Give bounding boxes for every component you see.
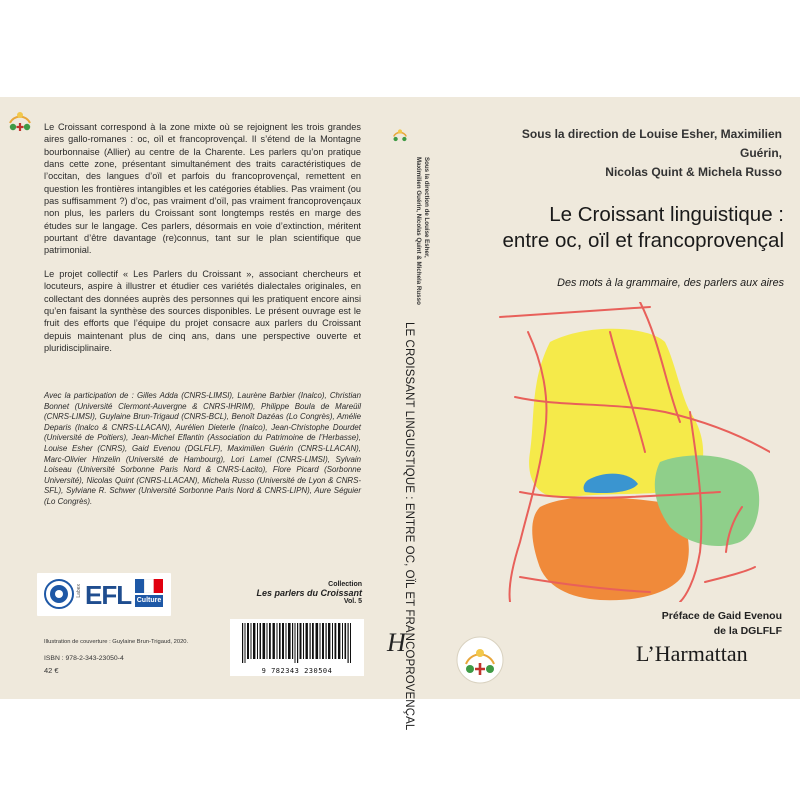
spine-authors bbox=[396, 157, 432, 307]
isbn-barcode bbox=[230, 619, 364, 676]
spine-title-text: LE CROISSANT LINGUISTIQUE : ENTRE OC, OÏL ET FRANCOPROVENÇAL bbox=[403, 322, 415, 731]
preface-line-2: de la DGLFLF bbox=[713, 625, 782, 637]
collection-label: Collection bbox=[328, 581, 362, 588]
labex-label: Labex bbox=[76, 584, 82, 598]
back-summary-paragraph-1: Le Croissant correspond à la zone mixte où se rejoignent les trois grandes aires gallo-romanes : oc, oïl et francoprovençal. Il s’étend de la Montagne bourbonnaise (Allier) au centre de la Charente. Les parlers qu’on pratique dans cette zone, présentant simultanément des traits caractéristiques de l’occitan, des langues d’oïl et parfois du francoprovençal, remettent en question les frontières intangibles et les catégories établies. Pas vraiment (ou pas suffisamment ?) d’oc, pas vraiment d’oïl, pas vraiment francoprovençaux non plus, les parlers du Croissant sont longtemps restés en marge des études sur le langage. Ces parlers, désormais en voie d’extinction, méritent pourtant d’être davantage (re)connus, tant sur le plan scientifique que patrimonial. bbox=[44, 122, 361, 256]
isbn-text: ISBN : 978-2-343-23050-4 bbox=[44, 655, 124, 662]
anr-logo-icon bbox=[43, 578, 75, 610]
barcode-bars-icon bbox=[230, 619, 364, 665]
efl-logo: EFL bbox=[85, 580, 132, 610]
parlers-du-croissant-badge-icon bbox=[456, 636, 504, 684]
contributors-paragraph: Avec la participation de : Gilles Adda (CNRS-LIMSI), Laurène Barbier (Inalco), Christian Bonnet (Université Clermont-Auvergne & CNRS-IHRIM), Philippe Boula de Mareüil (CNRS-LIMSI), Guylaine Brun-Trigaud (CNRS-BCL), Benoît Dazéas (Lo Congrès), Amélie Deparis (Inalco & CNRS-LLACAN), Aurélien Dieterle (Inalco), Jean-Christophe Dourdet (Université de Poitiers), Jean-Michel Eflantin (Association du Patrimoine de l’Herbasse), Louise Esher (CNRS), Gaid Evenou (DGLFLF), Maximilien Guérin (CNRS-LLACAN), Marc-Olivier Hinzelin (Université de Hambourg), Lori Lamel (CNRS-LIMSI), Sylvain Loiseau (Université Sorbonne Paris Nord & CNRS-Lacito), Flore Picard (Sorbonne Université), Nicolas Quint (CNRS-LLACAN), Michela Russo (Université de Lyon & CNRS-SFL), Sylviane R. Schwer (Université Sorbonne Paris Nord & CNRS-LIPN), Aure Séguier (Lo Congrès). bbox=[44, 391, 361, 506]
preface-line-1: Préface de Gaid Evenou bbox=[661, 610, 782, 622]
front-authors-line-1: Sous la direction de Louise Esher, Maximilien Guérin, bbox=[521, 127, 782, 160]
spine-croissant-logo bbox=[390, 124, 410, 144]
front-authors bbox=[500, 125, 782, 182]
price-text: 42 € bbox=[44, 666, 59, 675]
book-subtitle: Des mots à la grammaire, des parlers aux aires bbox=[557, 277, 784, 289]
spine-authors-text: Sous la direction de Louise Esher, Maximilien Guérin, Nicolas Quint & Michela Russo bbox=[415, 157, 430, 305]
preface-credit bbox=[590, 609, 782, 639]
collection-name: Les parlers du Croissant bbox=[256, 588, 362, 598]
croissant-map-illustration bbox=[490, 302, 770, 602]
spine-title bbox=[398, 322, 416, 731]
book-title bbox=[470, 202, 784, 254]
publisher-logo: L’Harmattan bbox=[636, 641, 748, 666]
collection-info bbox=[230, 581, 362, 605]
back-summary-paragraph-2: Le projet collectif « Les Parlers du Croissant », associant chercheurs et locuteurs, aspire à illustrer et étudier ces variétés dialectales originales, en collectant des données auprès des personnes qui les pratiquent encore ainsi qu’en faisant la synthèse des sources disponibles. Le présent ouvrage est le fruit des efforts que l’équipe du projet consacre aux parlers du Croissant depuis maintenant plus de cinq ans, dans une perspective ouverte et pluridisciplinaire. bbox=[44, 269, 361, 354]
barcode-number: 9 782343 230504 bbox=[261, 667, 333, 675]
collection-volume: Vol. 5 bbox=[343, 598, 362, 605]
book-title-line-1: Le Croissant linguistique : bbox=[549, 203, 784, 226]
ministere-culture-logo: Culture bbox=[135, 595, 163, 607]
parlers-du-croissant-logo bbox=[4, 103, 36, 135]
front-authors-line-2: Nicolas Quint & Michela Russo bbox=[605, 165, 782, 179]
illustration-credit: Illustration de couverture : Guylaine Brun-Trigaud, 2020. bbox=[44, 639, 189, 645]
book-title-line-2: entre oc, oïl et francoprovençal bbox=[502, 229, 784, 252]
republique-francaise-flag-icon bbox=[135, 579, 163, 593]
book-cover bbox=[0, 97, 800, 731]
spine-publisher-mark: H bbox=[387, 628, 406, 657]
partner-logos bbox=[37, 573, 171, 616]
